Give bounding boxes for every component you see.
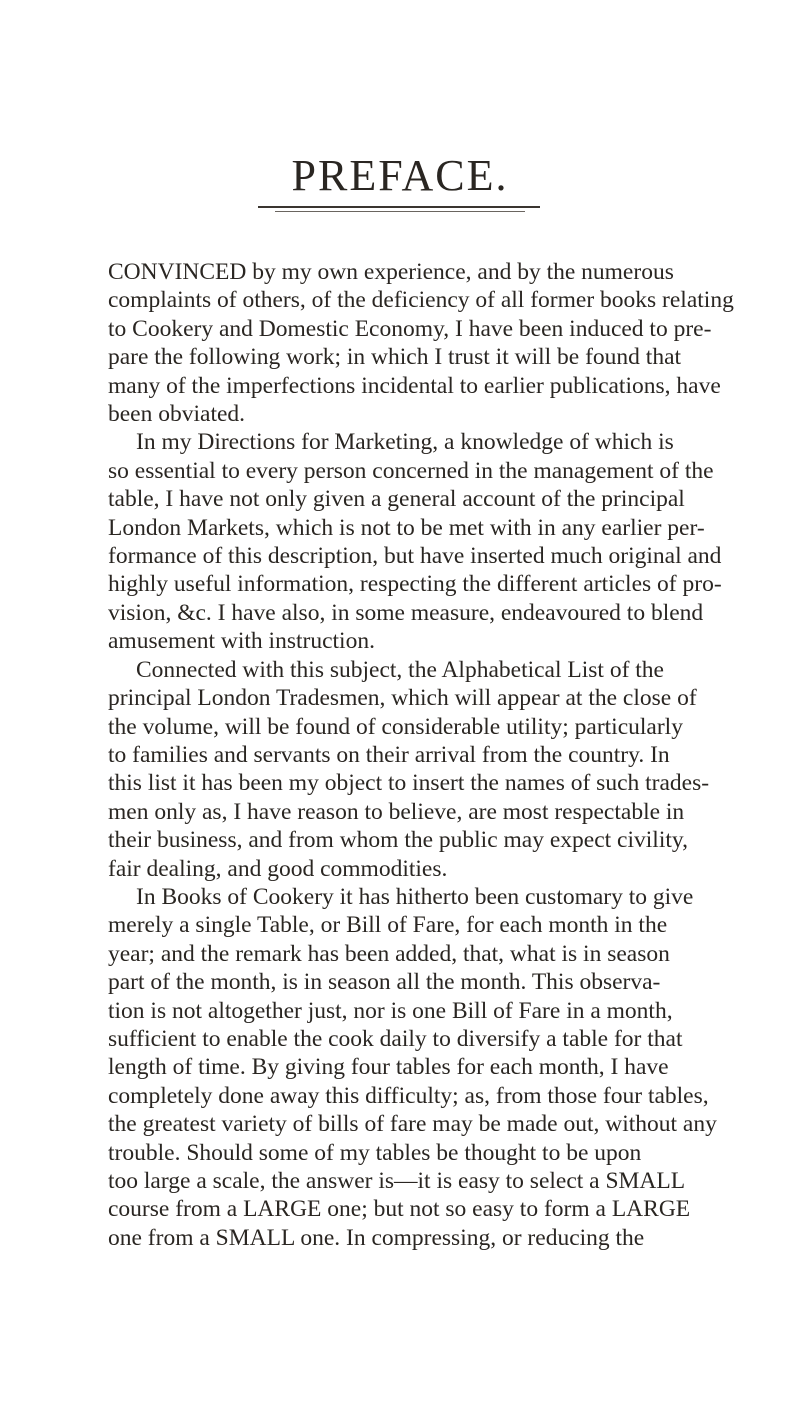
text-line: vision, &c. I have also, in some measure, endeavoured to blend	[108, 599, 704, 626]
text-line: trouble. Should some of my tables be thought to be upon	[108, 1139, 642, 1166]
text-line: tion is not altogether just, nor is one Bill of Fare in a month,	[108, 997, 673, 1024]
text-line: course from a LARGE one; but not so easy to form a LARGE	[108, 1196, 691, 1223]
text-line: In Books of Cookery it has hitherto been customary to give	[136, 883, 694, 910]
preface-text	[108, 258, 744, 1252]
text-line: this list it has been my object to insert the names of such trades-	[108, 770, 710, 797]
text-line: to families and servants on their arrival from the country. In	[108, 741, 670, 768]
paragraph	[108, 883, 744, 1252]
text-line: highly useful information, respecting the different articles of pro-	[108, 571, 722, 598]
text-line: London Markets, which is not to be met with in any earlier per-	[108, 514, 705, 541]
text-line: CONVINCED by my own experience, and by the numerous	[108, 259, 674, 285]
title-rule	[258, 206, 540, 208]
text-line: merely a single Table, or Bill of Fare, for each month in the	[108, 912, 668, 939]
text-line: too large a scale, the answer is—it is easy to select a SMALL	[108, 1168, 686, 1194]
text-line: so essential to every person concerned in the management of the	[108, 457, 714, 484]
text-line: pare the following work; in which I trust it will be found that	[108, 344, 682, 371]
paragraph	[108, 428, 744, 655]
text-line: one from a SMALL one. In compressing, or reducing the	[108, 1224, 645, 1251]
text-line: amusement with instruction.	[108, 628, 375, 655]
text-line: In my Directions for Marketing, a knowledge of which is	[136, 429, 674, 456]
text-line: been obviated.	[108, 401, 246, 428]
text-line: formance of this description, but have inserted much original and	[108, 543, 722, 570]
text-line: the volume, will be found of considerable utility; particularly	[108, 713, 683, 740]
text-line: year; and the remark has been added, that, what is in season	[108, 940, 670, 967]
text-line: table, I have not only given a general account of the principal	[108, 486, 685, 513]
text-line: complaints of others, of the deficiency of all former books relating	[108, 287, 734, 314]
text-line: sufficient to enable the cook daily to diversify a table for that	[108, 1025, 683, 1052]
text-line: men only as, I have reason to believe, are most respectable in	[108, 798, 685, 825]
paragraph	[108, 656, 744, 883]
text-line: fair dealing, and good commodities.	[108, 855, 448, 882]
text-line: many of the imperfections incidental to earlier publications, have	[108, 372, 721, 399]
text-line: to Cookery and Domestic Economy, I have been induced to pre-	[108, 315, 712, 342]
text-line: principal London Tradesmen, which will appear at the close of	[108, 685, 697, 712]
text-line: part of the month, is in season all the month. This observa-	[108, 969, 661, 996]
text-line: length of time. By giving four tables for each month, I have	[108, 1054, 669, 1081]
text-line: their business, and from whom the public may expect civility,	[108, 827, 688, 854]
title-rule-thin	[275, 211, 525, 212]
text-line: the greatest variety of bills of fare may be made out, without any	[108, 1111, 717, 1138]
text-line: completely done away this difficulty; as, from those four tables,	[108, 1082, 709, 1109]
page-title: PREFACE.	[291, 151, 509, 200]
text-line: Connected with this subject, the Alphabetical List of the	[136, 656, 664, 683]
paragraph	[108, 258, 744, 428]
